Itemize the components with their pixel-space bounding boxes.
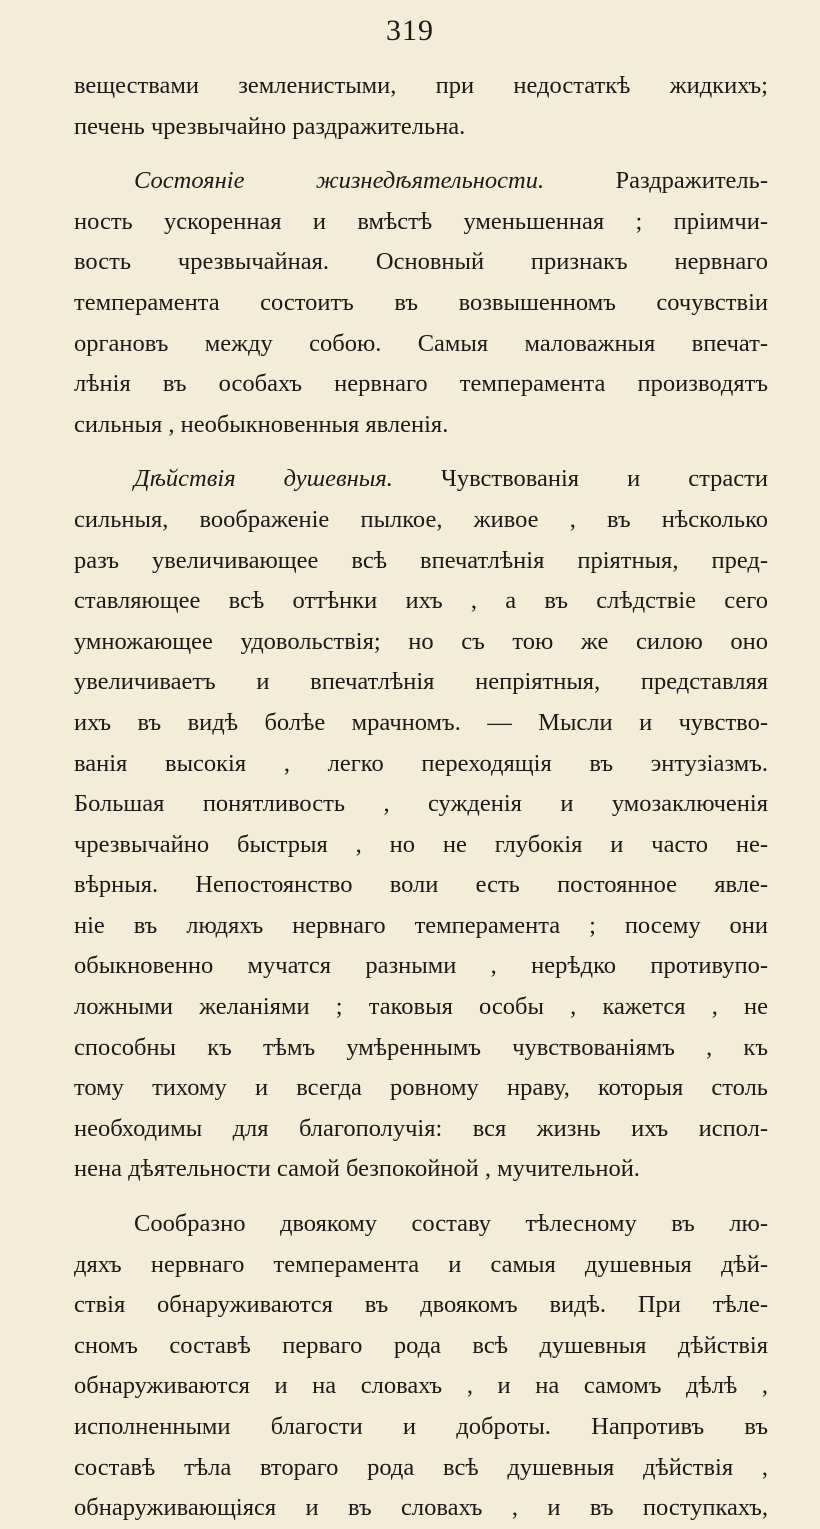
text-line: сильныя, воображенiе пылкое, живое , въ нѣсколько <box>74 505 768 533</box>
text-line: вѣрныя. Непостоянство воли есть постоянное явле- <box>74 871 768 899</box>
text-line: темперамента состоитъ въ возвышенномъ сочувствiи <box>74 288 768 316</box>
text-line: чрезвычайно быстрыя , но не глубокiя и часто не- <box>74 830 768 858</box>
text-line: ванiя высокiя , легко переходящiя въ энтузiазмъ. <box>74 749 768 777</box>
text-line: Сообразно двоякому составу тѣлесному въ лю- <box>134 1210 768 1238</box>
text-line: ствiя обнаруживаются въ двоякомъ видѣ. При тѣле- <box>74 1291 768 1319</box>
text-line <box>74 161 768 202</box>
text-line: исполненными благости и доброты. Напротивъ въ <box>74 1413 768 1440</box>
text-line: веществами земленистыми, при недостаткѣ жидкихъ; <box>74 72 768 99</box>
paragraph <box>74 1204 768 1529</box>
paragraph <box>74 161 768 445</box>
text-line: сильныя , необыкновенныя явленiя. <box>74 410 449 438</box>
text-line: умножающее удовольствiя; но съ тою же силою оно <box>74 627 768 655</box>
text-line: вость чрезвычайная. Основный признакъ нервнаго <box>74 248 768 276</box>
text-line <box>74 459 768 500</box>
paragraph <box>74 66 768 147</box>
section-heading: Дѣйствiя душевныя. <box>134 465 393 493</box>
text-line: ложными желанiями ; таковыя особы , кажется , не <box>74 993 768 1021</box>
text-line: сномъ составѣ перваго рода всѣ душевныя дѣйствiя <box>74 1331 768 1359</box>
text-line: способны къ тѣмъ умѣреннымъ чувствованiямъ , къ <box>74 1033 768 1061</box>
text-line: обнаруживающiяся и въ словахъ , и въ поступкахъ, <box>74 1494 768 1522</box>
page-body <box>74 66 768 1529</box>
text-line: ихъ въ видѣ болѣе мрачномъ. — Мысли и чувство- <box>74 708 768 736</box>
text-line: лѣнiя въ особахъ нервнаго темперамента производятъ <box>74 370 768 398</box>
page-number: 319 <box>386 14 434 47</box>
text-line: печень чрезвычайно раздражительна. <box>74 112 466 140</box>
text-line: разъ увеличивающее всѣ впечатлѣнiя прiятныя, пред- <box>74 546 768 574</box>
text-line: Большая понятливость , сужденiя и умозаключенiя <box>74 790 768 818</box>
text-fragment: Раздражитель- <box>615 167 768 195</box>
paragraph <box>74 459 768 1190</box>
text-line: обыкновенно мучатся разными , нерѣдко противупо- <box>74 952 768 980</box>
text-line: нена дѣятельности самой безпокойной , мучительной. <box>74 1155 640 1183</box>
text-line: обнаруживаются и на словахъ , и на самомъ дѣлѣ , <box>74 1372 768 1400</box>
text-line: органовъ между собою. Самыя маловажныя впечат- <box>74 329 768 357</box>
text-line: составѣ тѣла втораго рода всѣ душевныя дѣйствiя , <box>74 1453 768 1481</box>
text-line: тому тихому и всегда ровному нраву, которыя столь <box>74 1074 768 1102</box>
text-line: ность ускоренная и вмѣстѣ уменьшенная ; прiимчи- <box>74 207 768 235</box>
text-line: увеличиваетъ и впечатлѣнiя непрiятныя, представляя <box>74 668 768 696</box>
text-fragment: Чувствованiя и страсти <box>440 465 768 493</box>
text-line: нiе въ людяхъ нервнаго темперамента ; посему они <box>74 911 768 939</box>
text-line: необходимы для благополучiя: вся жизнь ихъ испол- <box>74 1114 768 1142</box>
text-line: ставляющее всѣ оттѣнки ихъ , а въ слѣдствiе сего <box>74 587 768 615</box>
text-line: дяхъ нервнаго темперамента и самыя душевныя дѣй- <box>74 1250 768 1278</box>
section-heading: Состоянiе жизнедѣятельности. <box>134 167 545 195</box>
